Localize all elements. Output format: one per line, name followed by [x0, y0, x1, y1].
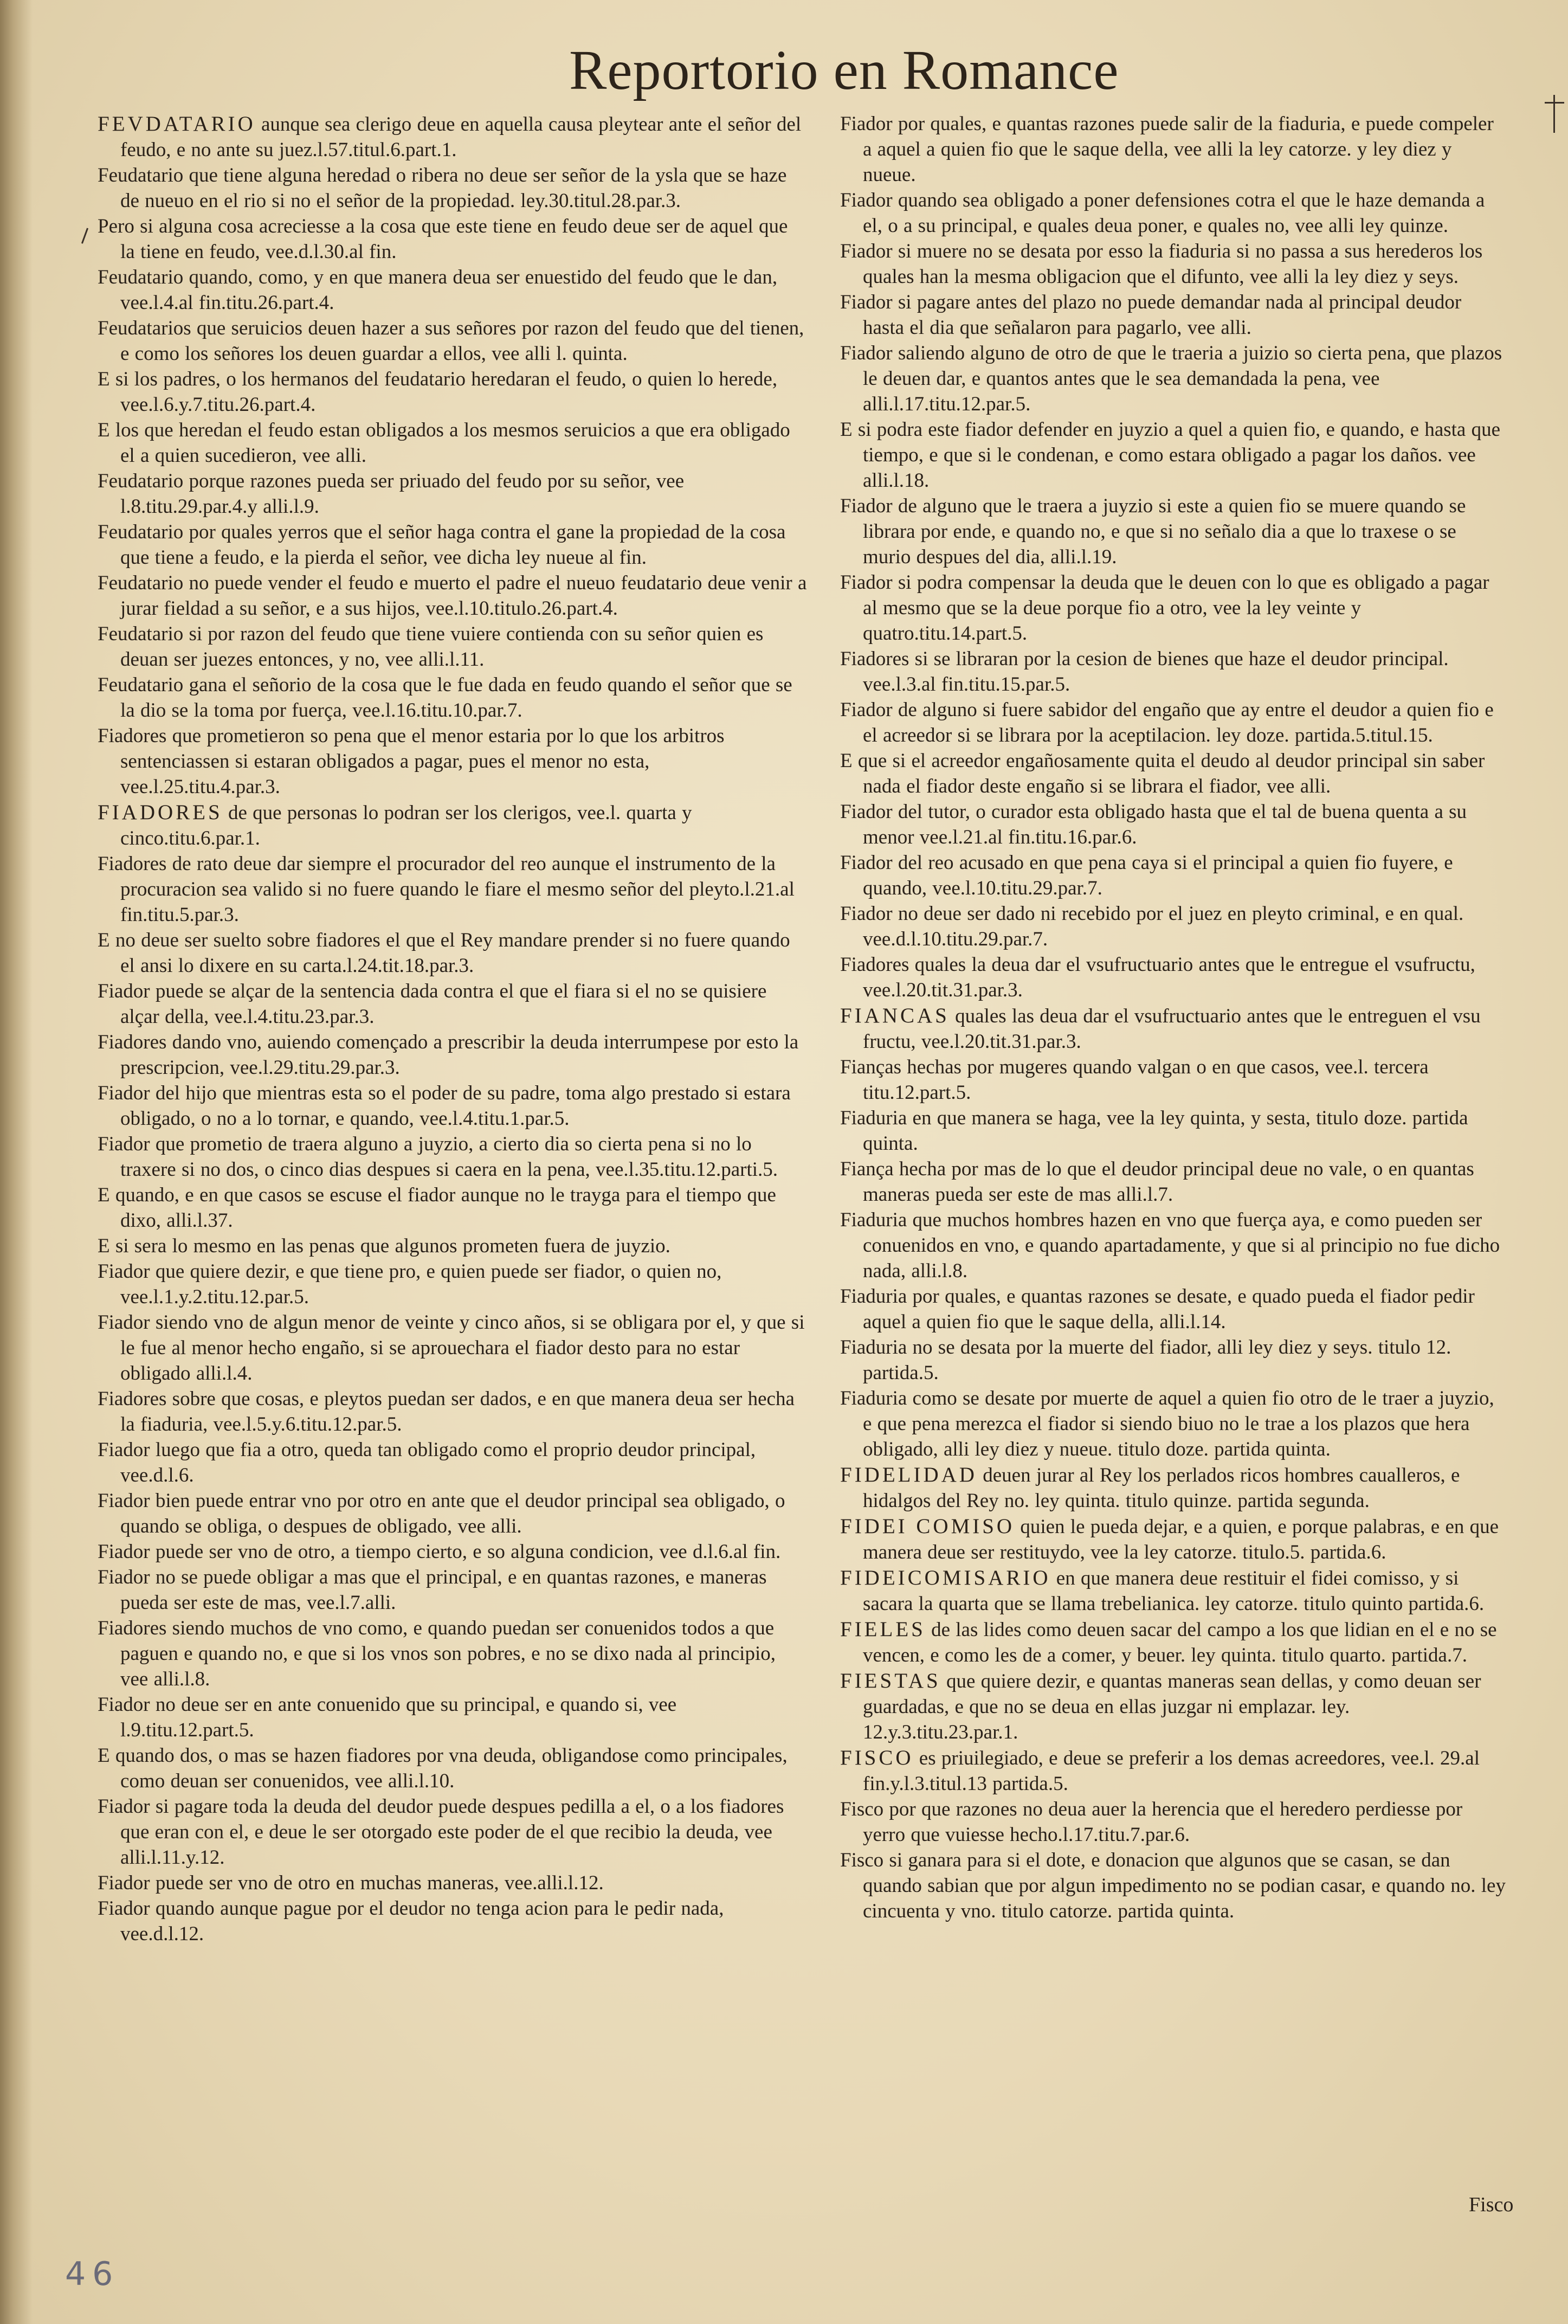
entry: Feudatario porque razones pueda ser priuado del feudo por su señor, vee l.8.titu.29.par.4.y alli.l.9.	[98, 470, 685, 518]
entry: Fiador si podra compensar la deuda que le deuen con lo que es obligado a pagar al mesmo que se la deue porque fio a otro, vee la ley veinte y quatro.titu.14.part.5.	[840, 571, 1489, 645]
entry: Fisco si ganara para si el dote, e donacion que algunos que se casan, se dan quando sabian que por algun impedimento no se podian casar, e quando no. ley cincuenta y vno. titulo catorze. partida quinta.	[840, 1849, 1506, 1922]
entry: E si sera lo mesmo en las penas que algunos prometen fuera de juyzio.	[98, 1235, 670, 1257]
entry: Fiadores quales la deua dar el vsufructuario antes que le entregue el vsufructu, vee.l.20.tit.31.par.3.	[840, 954, 1475, 1001]
entry: Fiador que quiere dezir, e que tiene pro, e quien puede ser fiador, o quien no, vee.l.1.y.2.titu.12.par.5.	[98, 1260, 722, 1308]
entry: Fiador quando sea obligado a poner defensiones cotra el que le haze demanda a el, o a su principal, e quales deua poner, e quales no, vee alli ley quinze.	[840, 189, 1485, 237]
entry: Fiaduria por quales, e quantas razones se desate, e quado pueda el fiador pedir aquel a quien fio que le saque della, alli.l.14.	[840, 1285, 1475, 1333]
entry: FISCO es priuilegiado, e deue se preferir a los demas acreedores, vee.l. 29.al fin.y.l.3.titul.13 partida.5.	[840, 1746, 1480, 1795]
entry: FIADORES de que personas lo podran ser los clerigos, vee.l. quarta y cinco.titu.6.par.1.	[98, 801, 692, 849]
entry: Feudatarios que seruicios deuen hazer a sus señores por razon del feudo que del tienen, e como los señores los deuen guardar a ellos, vee alli l. quinta.	[98, 317, 804, 365]
entry: Fiaduria no se desata por la muerte del fiador, alli ley diez y seys. titulo 12. partida.5.	[840, 1336, 1451, 1384]
entry: E si los padres, o los hermanos del feudatario heredaran el feudo, o quien lo herede, vee.l.6.y.7.titu.26.part.4.	[98, 368, 778, 416]
entry: FIDEICOMISARIO en que manera deue restituir el fidei comisso, y si sacara la quarta que se llama trebelianica. ley catorze. titulo quinto partida.6.	[840, 1566, 1485, 1615]
entry: Fiadores que prometieron so pena que el menor estaria por lo que los arbitros sentenciassen si estaran obligados a pagar, pues el menor no esta, vee.l.25.titu.4.par.3.	[98, 725, 725, 798]
entry: Fiança hecha por mas de lo que el deudor principal deue no vale, o en quantas maneras pueda ser este de mas alli.l.7.	[840, 1158, 1474, 1206]
entry: Feudatario quando, como, y en que manera deua ser enuestido del feudo que le dan, vee.l.4.al fin.titu.26.part.4.	[98, 266, 778, 314]
entry: Fiador de alguno si fuere sabidor del engaño que ay entre el deudor a quien fio e el acreedor si se librara por la aceptilacion. ley doze. partida.5.titul.15.	[840, 699, 1494, 746]
entry: Fiador siendo vno de algun menor de veinte y cinco años, si se obligara por el, y que si le fue al menor hecho engaño, si se aprouechara el fiador desto para no estar obligado alli.l.4.	[98, 1311, 805, 1385]
entry: E no deue ser suelto sobre fiadores el que el Rey mandare prender si no fuere quando el ansi lo dixere en su carta.l.24.tit.18.par.3.	[98, 929, 790, 977]
entry: Fiador si muere no se desata por esso la fiaduria si no passa a sus herederos los quales han la mesma obligacion que el difunto, vee alli la ley diez y seys.	[840, 240, 1483, 288]
entry: Fiadores sobre que cosas, e pleytos puedan ser dados, e en que manera deua ser hecha la fiaduria, vee.l.5.y.6.titu.12.par.5.	[98, 1388, 795, 1435]
entry: E quando dos, o mas se hazen fiadores por vna deuda, obligandose como principales, como deuan ser conuenidos, vee alli.l.10.	[98, 1744, 788, 1792]
right-column	[840, 111, 1507, 1924]
entry: Fiador puede ser vno de otro, a tiempo cierto, e so alguna condicion, vee d.l.6.al fin.	[98, 1541, 781, 1563]
entry: Fiador luego que fia a otro, queda tan obligado como el proprio deudor principal, vee.d.l.6.	[98, 1439, 756, 1486]
entry: Fiador si pagare toda la deuda del deudor puede despues pedilla a el, o a los fiadores que eran con el, e deue le ser otorgado este poder de el que recibio la deuda, vee alli.l.11.y.12.	[98, 1795, 784, 1869]
entry: Fiadores siendo muchos de vno como, e quando puedan ser conuenidos todos a que paguen e quando no, e que si los vnos son pobres, e no se dixo nada al principio, vee alli.l.8.	[98, 1617, 776, 1690]
entry: E si podra este fiador defender en juyzio a quel a quien fio, e quando, e hasta que tiempo, e que si le condenan, e como estara obligado a pagar los daños. vee alli.l.18.	[840, 419, 1501, 492]
entry: Fiador puede se alçar de la sentencia dada contra el que el fiara si el no se quisiere alçar della, vee.l.4.titu.23.par.3.	[98, 980, 767, 1028]
entry: FIDELIDAD deuen jurar al Rey los perlados ricos hombres caualleros, e hidalgos del Rey no. ley quinta. titulo quinze. partida segunda.	[840, 1463, 1460, 1512]
entry: Fiador no deue ser en ante conuenido que su principal, e quando si, vee l.9.titu.12.part.5.	[98, 1694, 677, 1741]
entry: FIELES de las lides como deuen sacar del campo a los que lidian en el e no se vencen, e como les de a comer, y beuer. ley quinta. titulo quarto. partida.7.	[840, 1618, 1497, 1666]
entry: Feudatario si por razon del feudo que tiene vuiere contienda con su señor quien es deuan ser juezes entonces, y no, vee alli.l.11.	[98, 623, 764, 671]
left-column	[98, 111, 808, 1947]
margin-mark	[1553, 95, 1555, 133]
entry: Fiador quando aunque pague por el deudor no tenga acion para le pedir nada, vee.d.l.12.	[98, 1897, 724, 1945]
entry: Fisco por que razones no deua auer la herencia que el heredero perdiesse por yerro que vuiesse hecho.l.17.titu.7.par.6.	[840, 1798, 1463, 1846]
entry: Fiador por quales, e quantas razones puede salir de la fiaduria, e puede compeler a aquel a quien fio que le saque della, vee alli la ley catorze. y ley diez y nueue.	[840, 113, 1494, 186]
entry: Fiadores si se libraran por la cesion de bienes que haze el deudor principal. vee.l.3.al fin.titu.15.par.5.	[840, 648, 1449, 696]
entry: E los que heredan el feudo estan obligados a los mesmos seruicios a que era obligado el a quien sucedieron, vee alli.	[98, 419, 790, 467]
entry: Fiador si pagare antes del plazo no puede demandar nada al principal deudor hasta el dia que señalaron para pagarlo, vee alli.	[840, 291, 1462, 339]
entry: Fianças hechas por mugeres quando valgan o en que casos, vee.l. tercera titu.12.part.5.	[840, 1056, 1429, 1104]
entry: Feudatario gana el señorio de la cosa que le fue dada en feudo quando el señor que se la dio se la toma por fuerça, vee.l.16.titu.10.par.7.	[98, 674, 792, 722]
catchword: Fisco	[1469, 2193, 1514, 2216]
entry: FIDEI COMISO quien le pueda dejar, e a quien, e porque palabras, e en que manera deue ser restituydo, vee la ley catorze. titulo.5. partida.6.	[840, 1515, 1499, 1563]
entry: E quando, e en que casos se escuse el fiador aunque no le trayga para el tiempo que dixo, alli.l.37.	[98, 1184, 776, 1232]
entry: E que si el acreedor engañosamente quita el deudo al deudor principal sin saber nada el fiador deste engaño si se librara el fiador, vee alli.	[840, 750, 1485, 797]
entry: FIANCAS quales las deua dar el vsufructuario antes que le entreguen el vsu fructu, vee.l.20.tit.31.par.3.	[840, 1004, 1481, 1053]
entry: Fiadores dando vno, auiendo començado a prescribir la deuda interrumpese por esto la prescripcion, vee.l.29.titu.29.par.3.	[98, 1031, 799, 1079]
entry: Fiador de alguno que le traera a juyzio si este a quien fio se muere quando se librara por ende, e quando no, e que si no señalo dia a que lo traxese o se murio despues del dia, alli.l.19.	[840, 495, 1466, 568]
page-edge	[0, 0, 33, 2324]
entry: Fiaduria como se desate por muerte de aquel a quien fio otro de le traer a juyzio, e que pena merezca el fiador si siendo biuo no le trae a los plazos que hera obligado, alli ley diez y nueue. titulo doze. partida quinta.	[840, 1387, 1494, 1460]
entry: Fiaduria en que manera se haga, vee la ley quinta, y sesta, titulo doze. partida quinta.	[840, 1107, 1468, 1155]
entry: Fiador no se puede obligar a mas que el principal, e en quantas razones, e maneras pueda ser este de mas, vee.l.7.alli.	[98, 1566, 767, 1614]
entry: Fiador bien puede entrar vno por otro en ante que el deudor principal sea obligado, o quando se obliga, o despues de obligado, vee alli.	[98, 1490, 785, 1537]
entry: Fiador saliendo alguno de otro de que le traeria a juizio so cierta pena, que plazos le deuen dar, e quantos antes que le sea demandada la pena, vee alli.l.17.titu.12.par.5.	[840, 342, 1502, 415]
margin-mark	[81, 228, 88, 243]
entry: Pero si alguna cosa acreciesse a la cosa que este tiene en feudo deue ser de aquel que la tiene en feudo, vee.d.l.30.al fin.	[98, 215, 788, 263]
entry: Feudatario que tiene alguna heredad o ribera no deue ser señor de la ysla que se haze de nueuo en el rio si no el señor de la propiedad. ley.30.titul.28.par.3.	[98, 164, 787, 212]
entry: Fiaduria que muchos hombres hazen en vno que fuerça aya, e como pueden ser conuenidos en vno, e quando apartadamente, y que si al principio no fue dicho nada, alli.l.8.	[840, 1209, 1500, 1282]
entry: Fiadores de rato deue dar siempre el procurador del reo aunque el instrumento de la procuracion sea valido si no fuere quando le fiare el mesmo señor del pleyto.l.21.al fin.titu.5.par.3.	[98, 853, 795, 926]
entry: Fiador del tutor, o curador esta obligado hasta que el tal de buena quenta a su menor vee.l.21.al fin.titu.16.par.6.	[840, 801, 1467, 848]
entry: Fiador puede ser vno de otro en muchas maneras, vee.alli.l.12.	[98, 1872, 604, 1894]
entry: FEVDATARIO aunque sea clerigo deue en aquella causa pleytear ante el señor del feudo, e no ante su juez.l.57.titul.6.part.1.	[98, 112, 802, 161]
entry: FIESTAS que quiere dezir, e quantas maneras sean dellas, y como deuan ser guardadas, e que no se deua en ellas juzgar ni emplazar. ley. 12.y.3.titu.23.par.1.	[840, 1669, 1481, 1743]
entry: Fiador del reo acusado en que pena caya si el principal a quien fio fuyere, e quando, vee.l.10.titu.29.par.7.	[840, 852, 1453, 899]
entry: Feudatario por quales yerros que el señor haga contra el gane la propiedad de la cosa que tiene a feudo, e la pierda el señor, vee dicha ley nueue al fin.	[98, 521, 786, 569]
handwritten-folio-number: 46	[65, 2255, 120, 2293]
entry: Fiador que prometio de traera alguno a juyzio, a cierto dia so cierta pena si no lo traxere si no dos, o cinco dias despues si caera en la pena, vee.l.35.titu.12.parti.5.	[98, 1133, 778, 1181]
entry: Feudatario no puede vender el feudo e muerto el padre el nueuo feudatario deue venir a jurar fieldad a su señor, e a sus hijos, vee.l.10.titulo.26.part.4.	[98, 572, 807, 620]
running-title: Reportorio en Romance	[569, 39, 1119, 101]
entry: Fiador del hijo que mientras esta so el poder de su padre, toma algo prestado si estara obligado, o no a lo tornar, e quando, vee.l.4.titu.1.par.5.	[98, 1082, 791, 1130]
entry: Fiador no deue ser dado ni recebido por el juez en pleyto criminal, e en qual. vee.d.l.10.titu.29.par.7.	[840, 903, 1464, 950]
